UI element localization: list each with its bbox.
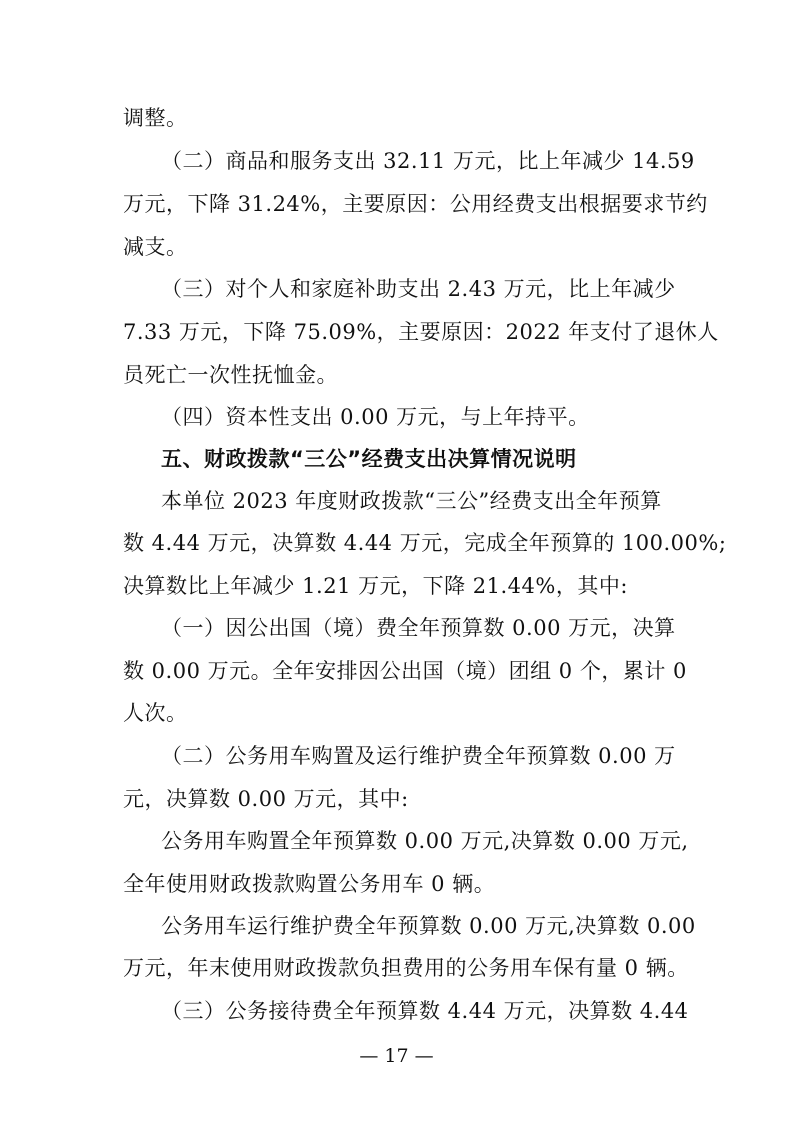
- text-line: 公务用车运行维护费全年预算数 0.00 万元,决算数 0.00: [161, 914, 696, 938]
- text-line: （四）资本性支出 0.00 万元，与上年持平。: [161, 405, 590, 429]
- text-line: 7.33 万元，下降 75.09%，主要原因：2022 年支付了退休人: [123, 320, 719, 344]
- text-line: 减支。: [123, 235, 188, 259]
- text-line: 决算数比上年减少 1.21 万元，下降 21.44%，其中:: [123, 574, 628, 598]
- section-heading: 五、财政拨款“三公”经费支出决算情况说明: [161, 447, 577, 471]
- text-line: 全年使用财政拨款购置公务用车 0 辆。: [123, 872, 496, 896]
- text-line: 元，决算数 0.00 万元，其中:: [123, 787, 409, 811]
- text-line: 员死亡一次性抚恤金。: [123, 363, 338, 387]
- text-line: 万元，年末使用财政拨款负担费用的公务用车保有量 0 辆。: [123, 956, 689, 980]
- text-line: （一）因公出国（境）费全年预算数 0.00 万元，决算: [161, 616, 676, 640]
- text-line: 公务用车购置全年预算数 0.00 万元,决算数 0.00 万元,: [161, 829, 689, 853]
- text-line: 人次。: [123, 701, 188, 725]
- text-line: 数 4.44 万元，决算数 4.44 万元，完成全年预算的 100.00%;: [123, 531, 727, 555]
- text-line: 调整。: [123, 106, 188, 130]
- text-line: 数 0.00 万元。全年安排因公出国（境）团组 0 个，累计 0: [123, 659, 687, 683]
- text-line: 万元，下降 31.24%，主要原因：公用经费支出根据要求节约: [123, 192, 708, 216]
- text-line: （三）公务接待费全年预算数 4.44 万元，决算数 4.44: [161, 999, 689, 1023]
- text-line: （二）公务用车购置及运行维护费全年预算数 0.00 万: [161, 744, 676, 768]
- page-number: — 17 —: [359, 1045, 434, 1067]
- text-line: （二）商品和服务支出 32.11 万元，比上年减少 14.59: [161, 149, 695, 173]
- text-line: 本单位 2023 年度财政拨款“三公”经费支出全年预算: [161, 489, 662, 513]
- text-line: （三）对个人和家庭补助支出 2.43 万元，比上年减少: [161, 277, 676, 301]
